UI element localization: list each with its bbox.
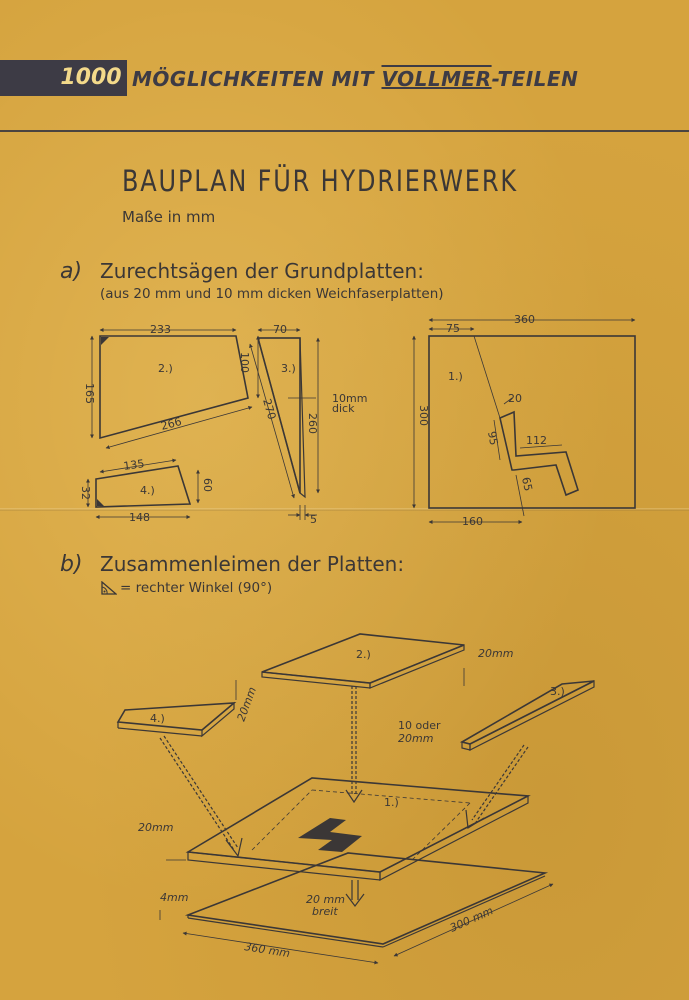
section-b-labels xyxy=(138,647,565,960)
page-title: BAUPLAN FÜR HYDRIERWERK xyxy=(122,164,518,198)
section-a-note: (aus 20 mm und 10 mm dicken Weichfaserplatten) xyxy=(100,286,444,302)
p2-bottom-label: 266 xyxy=(159,414,184,433)
p1-offset-label: 75 xyxy=(446,322,460,335)
p2-left-label: 165 xyxy=(83,383,96,404)
assembly-plate-2 xyxy=(262,634,464,688)
header-brand: VOLLMER xyxy=(381,67,492,91)
p2-number-label: 2.) xyxy=(158,362,173,375)
asm-slot-a-label: 20 mm xyxy=(306,893,345,906)
p3-diag-label: 270 xyxy=(260,397,279,422)
asm-plate2-label: 2.) xyxy=(356,648,371,661)
asm-t3a-label: 10 oder xyxy=(398,719,441,732)
p1-cut-20-label: 20 xyxy=(508,392,522,405)
p1-cut-112-label: 112 xyxy=(526,434,547,447)
p2-right-label: 100 xyxy=(238,352,251,373)
p1-top-label: 360 xyxy=(514,313,535,326)
p4-right-label: 60 xyxy=(201,478,214,492)
assembly-plate-4 xyxy=(118,680,236,736)
assembly-plate-1 xyxy=(188,778,528,880)
section-b-note: = rechter Winkel (90°) xyxy=(120,580,273,596)
p3-thickness-2: dick xyxy=(332,402,355,415)
asm-t2-label: 20mm xyxy=(478,647,514,660)
p2-top-label: 233 xyxy=(150,323,171,336)
p4-top-label: 135 xyxy=(122,457,146,473)
plate-2-outline xyxy=(92,330,258,448)
section-a-heading: Zurechtsägen der Grundplatten: xyxy=(100,259,424,283)
section-b-heading: Zusammenleimen der Platten: xyxy=(100,552,405,576)
asm-plate4-label: 4.) xyxy=(150,712,165,725)
header-number: 1000 xyxy=(55,60,127,96)
p4-left-label: 32 xyxy=(79,486,92,500)
p1-cut-95-label: 95 xyxy=(485,430,501,447)
p1-number-label: 1.) xyxy=(448,370,463,383)
p1-cut-65-label: 65 xyxy=(519,475,535,493)
asm-plate3-label: 3.) xyxy=(550,685,565,698)
p3-thickness-1: 10mm xyxy=(332,392,368,405)
p4-number-label: 4.) xyxy=(140,484,155,497)
section-a-letter: a) xyxy=(60,259,83,284)
assembly-plate-3 xyxy=(462,681,594,750)
p3-top-label: 70 xyxy=(273,323,287,336)
asm-t3b-label: 20mm xyxy=(398,732,434,745)
asm-slot-b-label: breit xyxy=(312,905,338,918)
p1-left-label: 300 xyxy=(417,405,430,426)
p3-number-label: 3.) xyxy=(281,362,296,375)
p4-bottom-label: 148 xyxy=(129,511,150,524)
asm-plate1-label: 1.) xyxy=(384,796,399,809)
asm-base-w-label: 360 mm xyxy=(243,940,291,961)
p1-bottom-label: 160 xyxy=(462,515,483,528)
section-b-letter: b) xyxy=(60,552,83,577)
asm-base-thick-label: 4mm xyxy=(160,891,189,904)
asm-base-d-label: 300 mm xyxy=(447,904,496,935)
header-title-prefix: MÖGLICHKEITEN MIT xyxy=(132,67,382,91)
p3-right-label: 260 xyxy=(306,413,319,434)
page-subtitle: Maße in mm xyxy=(122,208,216,226)
asm-t1-label: 20mm xyxy=(138,821,174,834)
asm-t4-label: 20mm xyxy=(234,685,259,724)
p3-bottom-label: 5 xyxy=(310,513,317,526)
header-title-suffix: -TEILEN xyxy=(491,67,579,91)
